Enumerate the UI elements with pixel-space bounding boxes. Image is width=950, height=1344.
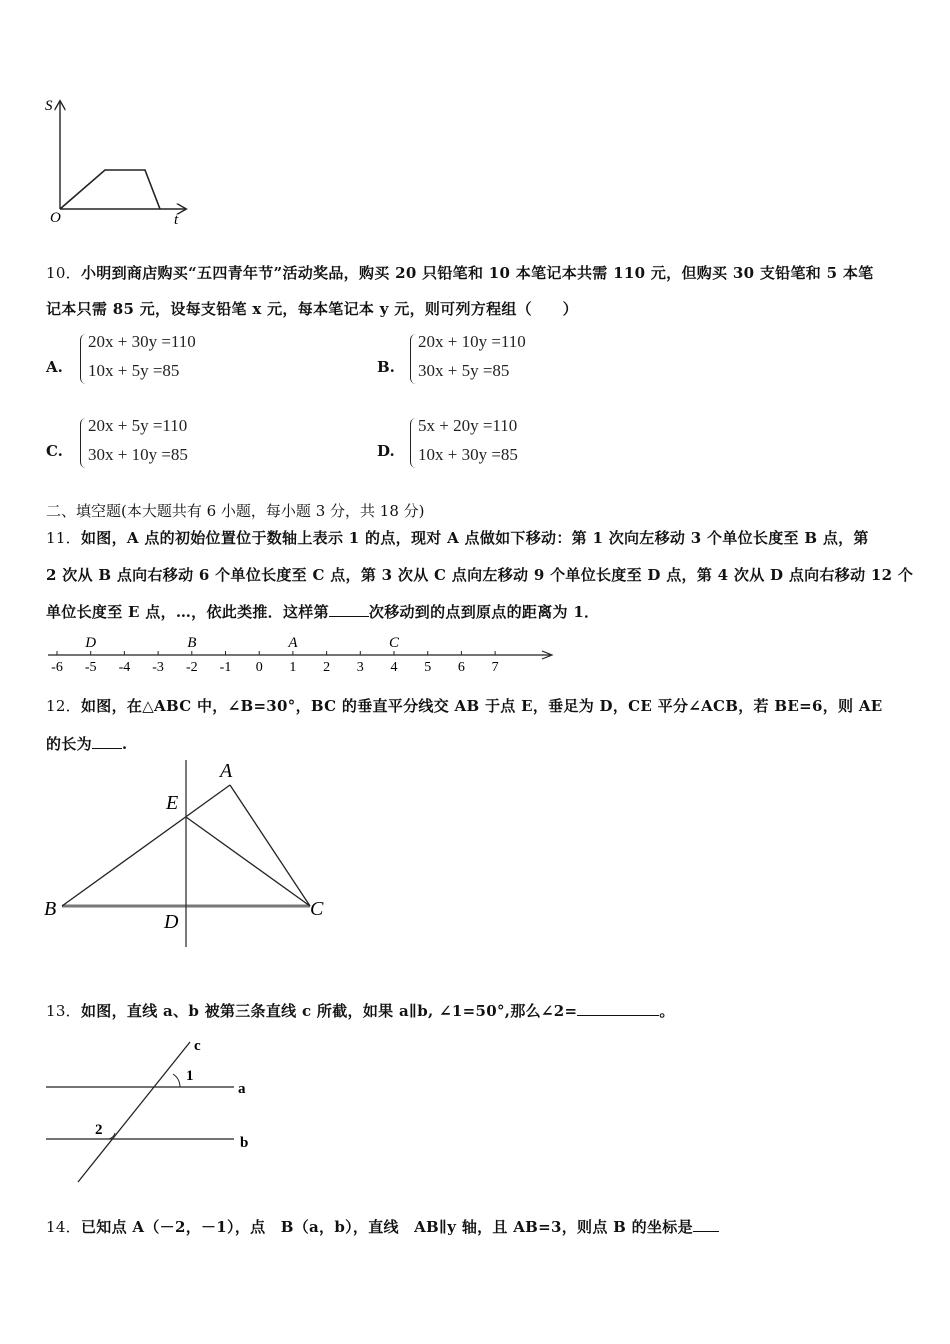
q12-line2: 的长为 . [46, 735, 128, 753]
brace-icon [410, 334, 416, 384]
segment-ac [230, 785, 310, 906]
st-curve [60, 170, 160, 209]
tick-label: -6 [51, 660, 63, 675]
answer-blank[interactable] [577, 1015, 659, 1016]
q10-number: 10． [46, 264, 81, 282]
tick-label: 0 [255, 660, 263, 675]
y-axis-label: S [45, 98, 53, 114]
origin-label: O [50, 210, 61, 226]
tick-label: 6 [457, 660, 465, 675]
brace-icon [80, 418, 86, 468]
line-c [78, 1042, 190, 1182]
point-label-b: B [187, 635, 197, 651]
q10-line1: 10．小明到商店购买“五四青年节”活动奖品，购买 20 只铅笔和 10 本笔记本共需 110 元，但购买 30 支铅笔和 5 本笔 [46, 264, 874, 282]
label-c-line: c [194, 1038, 201, 1054]
label-angle-1: 1 [186, 1068, 194, 1084]
q9-st-graph [40, 92, 200, 232]
brace-icon [410, 418, 416, 468]
tick-label: 4 [390, 660, 398, 675]
label-b-line: b [240, 1135, 249, 1151]
q14-line1: 14．已知点 A（－2，－1），点 B（a，b），直线 AB∥y 轴，且 AB=3，则点 B 的坐标是 [46, 1216, 719, 1237]
tick-label: 3 [356, 660, 364, 675]
answer-blank[interactable] [693, 1231, 719, 1232]
label-d: D [164, 911, 179, 933]
point-label-c: C [388, 635, 400, 651]
label-c: C [310, 898, 324, 920]
label-e: E [166, 792, 179, 814]
tick-label: -5 [84, 660, 97, 675]
angle-1-arc [173, 1074, 180, 1087]
q10-line2: 记本只需 85 元，设每支铅笔 x 元，每本笔记本 y 元，则可列方程组（ ） [46, 300, 578, 318]
tick-label: -3 [152, 660, 164, 675]
q11-line3: 单位长度至 E 点，…，依此类推．这样第 次移动到的点到原点的距离为 1． [46, 603, 600, 621]
answer-blank[interactable] [92, 748, 122, 749]
label-a: A [220, 760, 233, 782]
x-axis-label: t [174, 212, 179, 228]
q11-line2: 2 次从 B 点向右移动 6 个单位长度至 C 点，第 3 次从 C 点向左移动 9 个单位长度至 D 点，第 4 次从 D 点向右移动 12 个 [46, 566, 914, 584]
section-title: 二、填空题(本大题共有 6 小题，每小题 3 分，共 18 分) [46, 502, 425, 520]
tick-label: 1 [289, 660, 297, 675]
segment-ba [62, 785, 230, 906]
q12-triangle-figure [40, 755, 350, 955]
point-label-d: D [85, 635, 97, 651]
tick-label: 7 [491, 660, 499, 675]
tick-label: -4 [118, 660, 131, 675]
tick-label: -1 [219, 660, 232, 675]
answer-blank[interactable] [329, 616, 369, 617]
point-label-a: A [288, 635, 298, 651]
label-angle-2: 2 [95, 1122, 103, 1138]
label-b: B [44, 898, 57, 920]
tick-label: 5 [424, 660, 432, 675]
label-a-line: a [238, 1081, 246, 1097]
tick-label: -2 [185, 660, 198, 675]
q11-line1: 11．如图，A 点的初始位置位于数轴上表示 1 的点，现对 A 点做如下移动：第 1 次向左移动 3 个单位长度至 B 点，第 [46, 529, 869, 547]
q13-line1: 13．如图，直线 a、b 被第三条直线 c 所截，如果 a∥b, ∠1=50°,那么∠2= 。 [46, 1002, 675, 1020]
segment-ec [186, 817, 310, 906]
angle-2-arc [109, 1133, 115, 1139]
number-line [40, 628, 560, 676]
q13-parallel-lines-figure [40, 1030, 270, 1190]
tick-label: 2 [323, 660, 331, 675]
brace-icon [80, 334, 86, 384]
q12-line1: 12．如图，在△ABC 中，∠B=30°，BC 的垂直平分线交 AB 于点 E，垂足为 D，CE 平分∠ACB，若 BE=6，则 AE [46, 697, 883, 715]
